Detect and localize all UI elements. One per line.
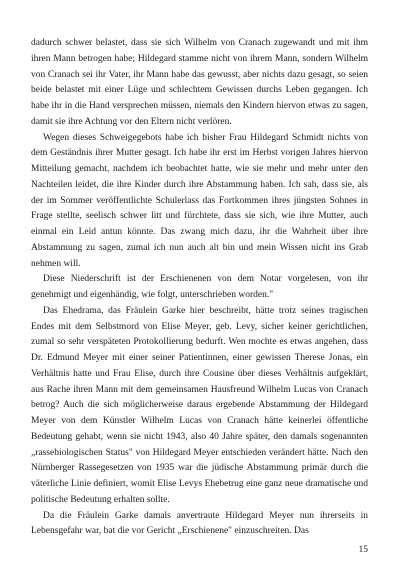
paragraph-5: Da die Fräulein Garke damals anvertraute Hildegard Meyer nun ihrerseits in Lebensgefahr war, bat die vor Gericht „Erschienene" einzuschreiten. Das bbox=[31, 510, 368, 537]
page-number: 15 bbox=[358, 545, 368, 555]
paragraph-3: Diese Niederschrift ist der Erschienenen von dem Notar vorgelesen, von ihr genehmigt und eigenhändig, wie folgt, unterschrieben worden." bbox=[31, 274, 368, 300]
paragraph-2: Wegen dieses Schweigegebots habe ich bisher Frau Hildegard Schmidt nichts von dem Geständnis ihrer Mutter gesagt. Ich habe ihr erst im Herbst vorigen Jahres hiervon Mitteilung gemacht, nachdem ich beobachtet hatte, wie sie mehr und mehr unter den Nachteilen leidet, die ihre Kinder durch ihre Abstammung haben. Ich sah, dass sie, als der im Sommer veröffentlichte Schulerlass das Fortkommen ihres jüngsten Sohnes in Frage stellte, seelisch schwer litt und fürchtete, dass sie sich, wie ihre Mutter, auch einmal ein Leid antun könnte. Das zwang mich dazu, ihr die Wahrheit über ihre Abstammung zu sagen, zumal ich nun auch alt bin und mein Wissen nicht ins Grab nehmen will. bbox=[31, 132, 368, 269]
paragraph-4: Das Ehedrama, das Fräulein Garke hier beschreibt, hätte trotz seines tragischen Endes mit dem Selbstmord von Elise Meyer, geb. Levy, sicher keiner gerichtlichen, zumal so sehr verspäteten Protokollierung bedurft. Wen mochte es etwas angehen, dass Dr. Edmund Meyer mit einer seiner Patientinnen, einer gewissen Therese Jonas, ein Verhältnis hatte und Frau Elise, durch ihre Cousine über dieses Verhältnis aufgeklärt, aus Rache ihren Mann mit dem gemeinsamen Hausfreund Wilhelm Lucas von Cranach betrog? Auch die sich möglicherweise daraus ergebende Abstammung der Hildegard Meyer von dem Künstler Wilhelm Lucas von Cranach hätte keinerlei öffentliche Bedeutung gehabt, wenn sie nicht 1943, also 40 Jahre später, den damals sogenannten „rassebiologischen Status" von Hildegard Meyer entschieden verändert hätte. Nach den Nürnberger Rassegesetzen von 1935 war die jüdische Abstammung primär durch die väterliche Linie definiert, womit Elise Levys Ehebetrug eine ganz neue dramatische und politische Bedeutung erhalten sollte. bbox=[31, 305, 368, 505]
paragraph-1: dadurch schwer belastet, dass sie sich Wilhelm von Cranach zugewandt und mit ihm ihren Mann betrogen habe; Hildegard stamme nicht von ihrem Mann, sondern Wilhelm von Cranach sei ihr Vater, ihr Mann habe das gewusst, aber nichts dazu gesagt, so seien beide belastet mit einer Lüge und schlechtem Gewissen durchs Leben gegangen. Ich habe ihr in die Hand versprechen müssen, niemals den Kindern hiervon etwas zu sagen, damit sie ihre Achtung vor den Eltern nicht verlören. bbox=[31, 38, 368, 127]
body-text bbox=[31, 36, 368, 540]
